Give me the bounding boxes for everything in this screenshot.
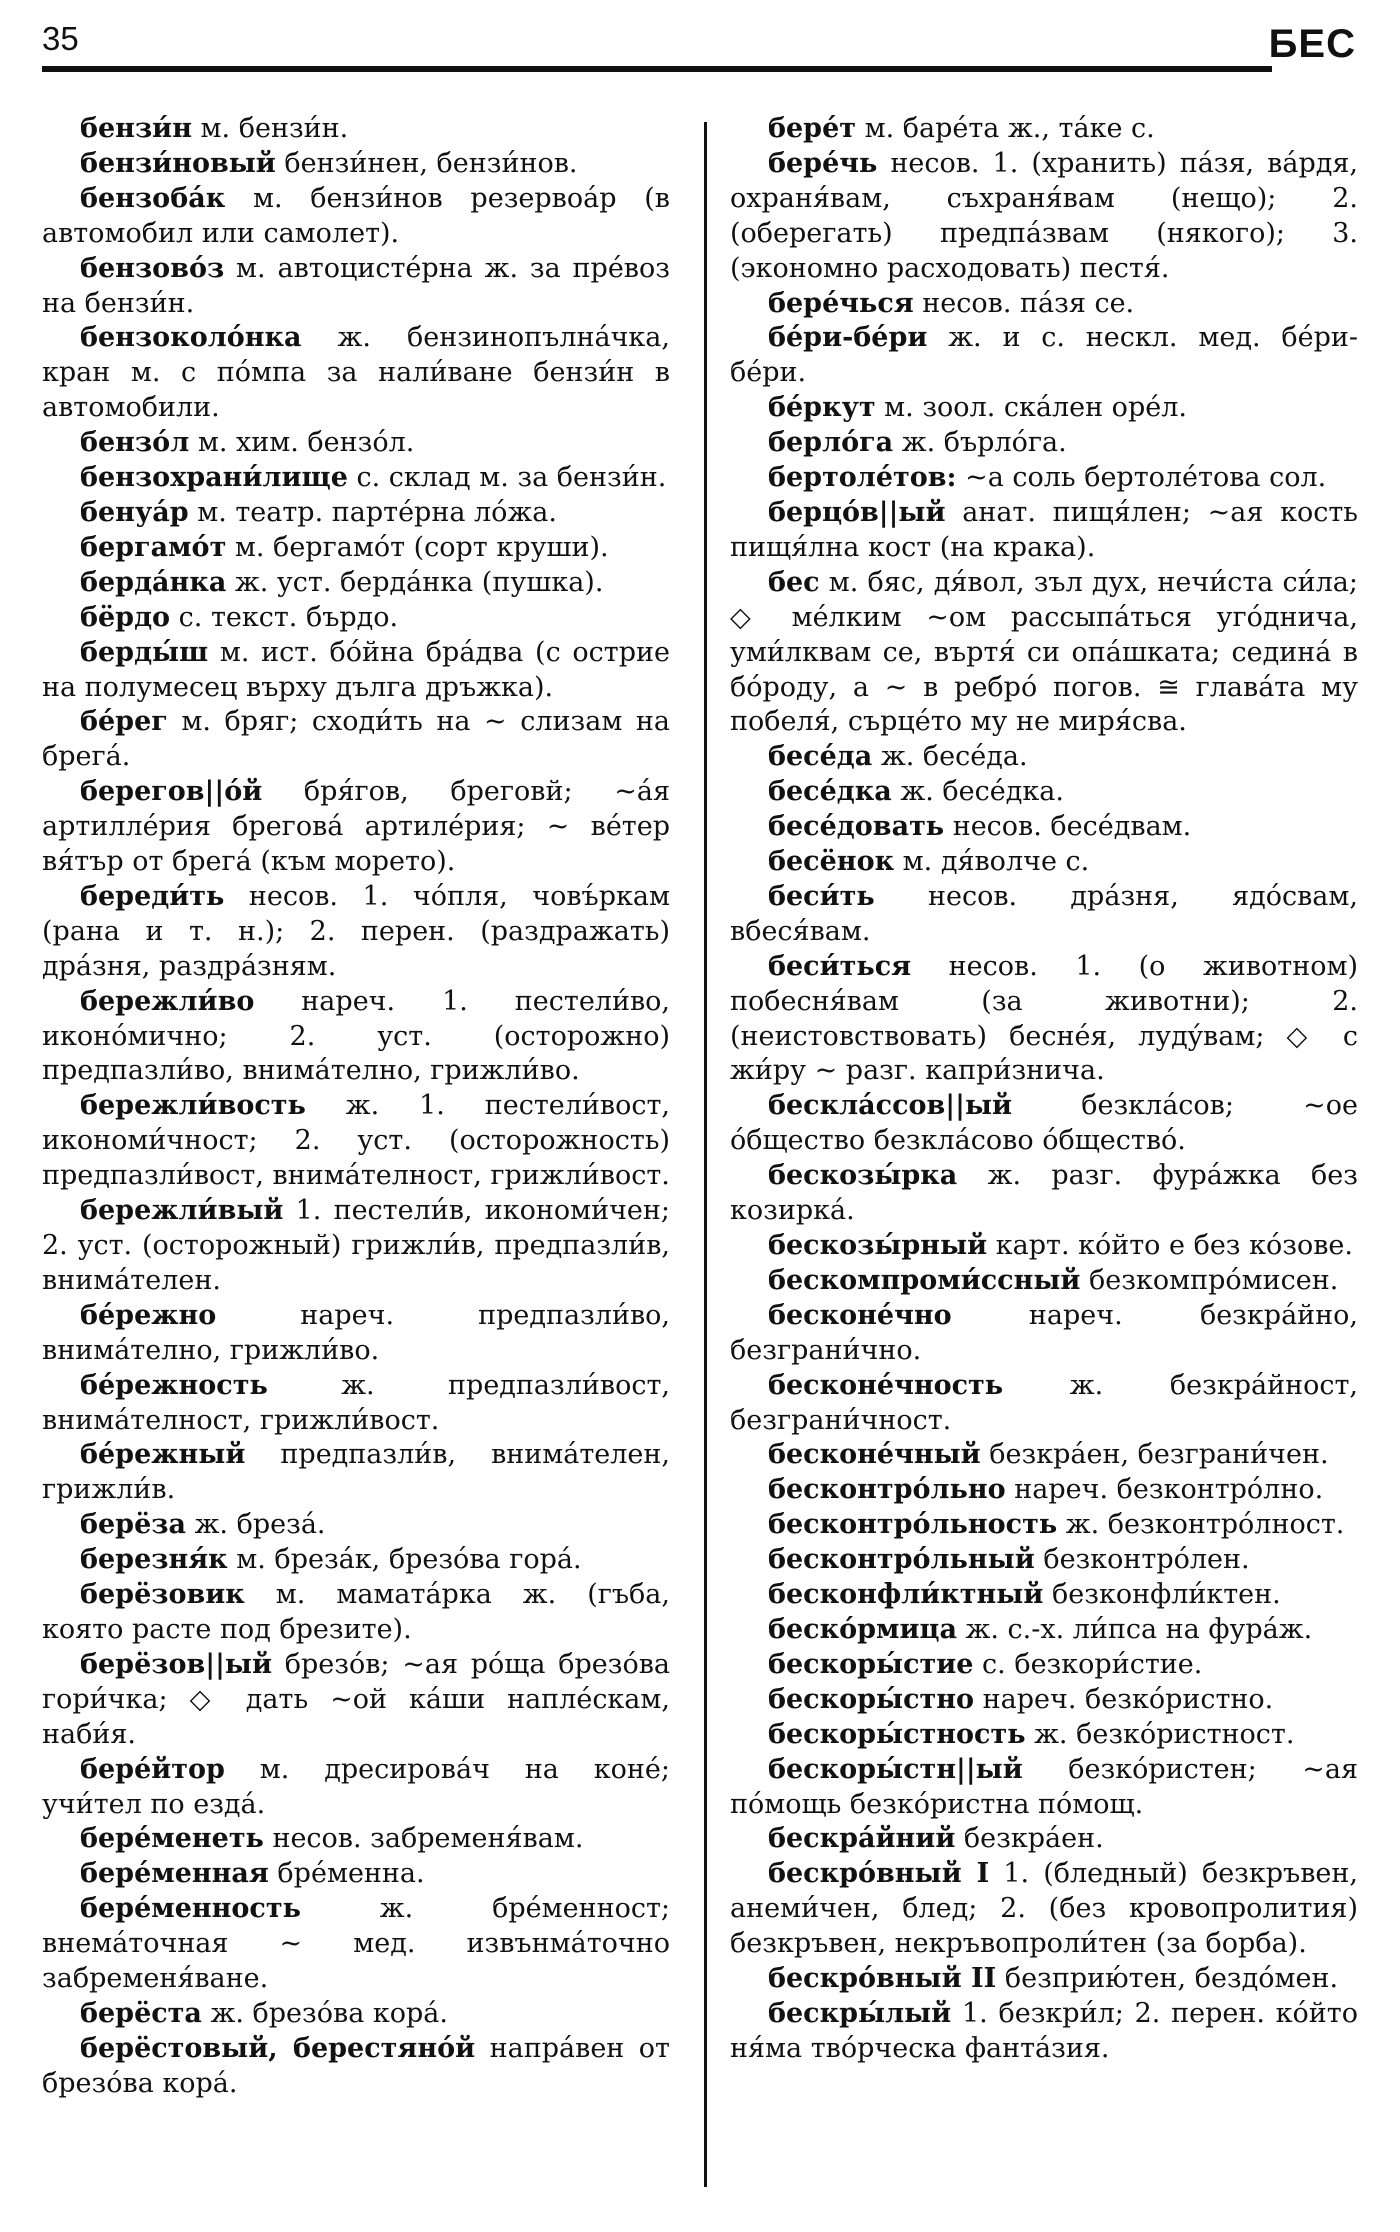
entry-headword: бе́ри-бе́ри xyxy=(768,322,928,354)
entry-definition: бензи́нен, бензи́нов. xyxy=(275,147,578,179)
dictionary-entry xyxy=(730,880,1358,950)
dictionary-entry xyxy=(42,1753,670,1823)
entry-definition: м. зоол. ска́лен орéл. xyxy=(875,392,1187,424)
dictionary-entry xyxy=(730,950,1358,1090)
entry-definition: ~а соль бертоле́това сол. xyxy=(956,462,1327,494)
entry-headword: бескоры́стие xyxy=(768,1648,974,1680)
entry-definition: нареч. безкра́йно, безграни́чно. xyxy=(730,1299,1358,1366)
dictionary-entry xyxy=(730,1578,1358,1613)
entry-definition: ж. брезá. xyxy=(185,1509,326,1541)
column-divider xyxy=(704,122,707,2187)
entry-definition: ж. безко́ристност. xyxy=(1025,1718,1295,1750)
entry-definition: нареч. безконтро́лно. xyxy=(1005,1474,1324,1506)
entry-headword: беси́ть xyxy=(768,880,875,912)
entry-definition: несов. дра́зня, ядо́свам, вбеся́вам. xyxy=(730,880,1358,947)
dictionary-entry xyxy=(730,1299,1358,1369)
entry-headword: бережли́вость xyxy=(80,1090,306,1122)
entry-definition: м. хим. бензо́л. xyxy=(189,427,415,459)
entry-headword: бензи́новый xyxy=(80,147,276,179)
dictionary-entry xyxy=(730,740,1358,775)
entry-definition: ж. безкра́йност, безграни́чност. xyxy=(730,1369,1358,1436)
dictionary-entry xyxy=(42,1194,670,1299)
entry-headword: берегов||о́й xyxy=(80,776,263,808)
entry-definition: несов. 1. (хранить) пáзя, ва́рдя, охраня́вам, съхраня́вам (нещо); 2. (оберегать) предпа́звам (някого); 3. (экономно расходовать) пестя́. xyxy=(730,147,1358,284)
dictionary-entry xyxy=(42,985,670,1090)
dictionary-entry xyxy=(42,1578,670,1648)
dictionary-entry xyxy=(730,1648,1358,1683)
entry-headword: бескра́йний xyxy=(768,1823,956,1855)
dictionary-entry xyxy=(42,1648,670,1753)
entry-definition: м. бергамо́т (сорт круши). xyxy=(226,531,609,563)
dictionary-entry xyxy=(730,112,1358,147)
entry-definition: м. бряг; сходи́ть на ~ слизам на брега́. xyxy=(42,706,670,773)
dictionary-entry xyxy=(42,496,670,531)
entry-headword: бензово́з xyxy=(80,252,225,284)
dictionary-entry xyxy=(730,1997,1358,2067)
entry-headword: берёстовый, берестяно́й xyxy=(80,2032,476,2064)
entry-definition: м. театр. парте́рна ло́жа. xyxy=(188,496,557,528)
entry-headword: бесконтро́льно xyxy=(768,1474,1006,1506)
entry-headword: бескоры́стность xyxy=(768,1718,1026,1750)
entry-headword: бес xyxy=(768,566,820,598)
entry-headword: бе́ркут xyxy=(768,392,876,424)
entry-definition: м. дресирова́ч на коне́; учи́тел по ездá. xyxy=(42,1753,670,1820)
entry-headword: бескомпроми́ссный xyxy=(768,1264,1081,1296)
dictionary-entry xyxy=(730,1229,1358,1264)
entry-headword: бережли́вый xyxy=(80,1195,284,1227)
dictionary-entry xyxy=(730,496,1358,566)
entry-definition: безконтро́лен. xyxy=(1034,1544,1250,1576)
entry-definition: безкла́сов; ~ое о́бщество безкла́сово о́бщество́. xyxy=(730,1090,1358,1157)
entry-definition: м. бензи́нов резервоа́р (в автомобил или самолет). xyxy=(42,182,670,249)
entry-definition: м. мамата́рка ж. (гъба, която расте под брезите). xyxy=(42,1579,670,1645)
entry-definition: ж. бре́менност; внема́точная ~ мед. извънма́точно забременя́ване. xyxy=(42,1893,670,1995)
entry-headword: бере́т xyxy=(768,113,856,144)
entry-definition: с. безкори́стие. xyxy=(973,1648,1203,1680)
entry-definition: предпазли́в, внима́телен, грижли́в. xyxy=(42,1439,670,1506)
entry-headword: бескры́лый xyxy=(768,1997,952,2029)
dictionary-entry xyxy=(42,252,670,322)
entry-definition: нареч. 1. пестели́во, иконо́мично; 2. уст. (осторожно) предпазли́во, внима́телно, грижли́во. xyxy=(42,985,670,1087)
dictionary-entry xyxy=(730,1089,1358,1159)
dictionary-entry xyxy=(730,1264,1358,1299)
entry-headword: бертоле́тов: xyxy=(768,462,957,494)
entry-headword: бе́режно xyxy=(80,1299,217,1331)
entry-headword: бескозы́рный xyxy=(768,1230,988,1261)
entry-headword: бензохрани́лище xyxy=(80,462,348,494)
entry-headword: берло́га xyxy=(768,427,894,459)
entry-headword: бере́менная xyxy=(80,1858,269,1890)
entry-headword: бесе́дка xyxy=(768,776,892,808)
entry-definition: ж. уст. берда́нка (пушка). xyxy=(226,566,604,598)
entry-definition: 1. безкри́л; 2. перен. ко́йто ня́ма тво́рческа фанта́зия. xyxy=(730,1997,1358,2064)
entry-headword: бесконе́чно xyxy=(768,1299,952,1331)
dictionary-entry xyxy=(730,845,1358,880)
entry-headword: бере́менеть xyxy=(80,1823,264,1855)
dictionary-entry xyxy=(42,566,670,601)
entry-headword: беско́рмица xyxy=(768,1613,957,1645)
right-column xyxy=(730,112,1358,2067)
entry-definition: м. баре́та ж., та́ке с. xyxy=(855,113,1155,144)
entry-headword: бе́режность xyxy=(80,1369,268,1401)
header-rule xyxy=(42,66,1272,72)
entry-definition: м. бяс, дя́вол, зъл дух, нечи́ста си́ла; ◇ ме́лким ~ом рассыпа́ться уго́днича, уми́лквам се, въртя́ си опа́шката; седина́ в бо́роду, а ~ в ребро́ погов. ≅ глава́та му побеля́, сърце́то му не миря́сва. xyxy=(730,566,1358,738)
entry-definition: нареч. безко́ристно. xyxy=(974,1683,1274,1715)
dictionary-entry xyxy=(42,1892,670,1997)
dictionary-entry xyxy=(42,1089,670,1194)
entry-definition: м. бензи́н. xyxy=(191,113,349,144)
dictionary-entry xyxy=(730,1962,1358,1997)
dictionary-entry xyxy=(730,566,1358,741)
dictionary-entry xyxy=(730,810,1358,845)
entry-headword: берды́ш xyxy=(80,636,209,668)
entry-definition: 1. пестели́в, икономи́чен; 2. уст. (осторожный) грижли́в, предпазли́в, внима́телен. xyxy=(42,1195,670,1296)
entry-definition: м. дя́волче с. xyxy=(894,846,1090,878)
dictionary-entry xyxy=(730,1543,1358,1578)
entry-definition: ж. бесе́дка. xyxy=(891,776,1064,808)
guide-word: БЕС xyxy=(1268,22,1356,66)
entry-definition: м. ист. бо́йна бра́два (с острие на полумесец върху дълга дръжка). xyxy=(42,636,670,703)
entry-headword: бензи́н xyxy=(80,113,192,144)
entry-definition: ж. разг. фура́жка без козиркá. xyxy=(730,1160,1358,1227)
entry-definition: ж. бърло́га. xyxy=(893,427,1067,459)
entry-headword: бесконтро́льный xyxy=(768,1544,1035,1576)
entry-definition: напра́вен от брезо́ва корá. xyxy=(42,2032,670,2099)
entry-headword: берёста xyxy=(80,1997,202,2029)
entry-headword: бескоры́стн||ый xyxy=(768,1753,1023,1785)
dictionary-entry xyxy=(730,1857,1358,1962)
dictionary-entry xyxy=(42,1543,670,1578)
dictionary-entry xyxy=(730,391,1358,426)
entry-definition: с. текст. бърдо. xyxy=(170,601,399,633)
dictionary-entry xyxy=(730,1753,1358,1823)
entry-definition: нареч. предпазли́во, внима́телно, грижли́во. xyxy=(42,1299,670,1366)
entry-headword: бескро́вный I xyxy=(768,1858,990,1890)
entry-definition: бря́гов, бреговй; ~а́я артилле́рия бреговá артиле́рия; ~ ве́тер вя́тър от брегá (към морето). xyxy=(42,776,670,878)
entry-headword: бесконфли́ктный xyxy=(768,1579,1044,1611)
dictionary-entry xyxy=(730,287,1358,322)
dictionary-entry xyxy=(42,705,670,775)
dictionary-entry xyxy=(42,2032,670,2102)
entry-definition: ж. брезо́ва корá. xyxy=(201,1997,448,2029)
dictionary-entry xyxy=(42,1857,670,1892)
entry-headword: берёза xyxy=(80,1509,186,1541)
dictionary-entry xyxy=(42,1997,670,2032)
entry-definition: безконфли́ктен. xyxy=(1043,1579,1281,1611)
dictionary-entry xyxy=(42,321,670,426)
entry-headword: бере́чь xyxy=(768,147,878,179)
entry-definition: ж. бесе́да. xyxy=(872,741,1028,773)
left-column xyxy=(42,112,670,2102)
entry-definition: с. склад м. за бензи́н. xyxy=(347,462,667,494)
dictionary-entry xyxy=(42,1822,670,1857)
page-number: 35 xyxy=(42,20,79,57)
dictionary-entry xyxy=(42,531,670,566)
dictionary-entry xyxy=(730,1473,1358,1508)
entry-definition: несов. 1. чо́пля, човъ́ркам (рана и т. н.); 2. перен. (раздражать) дра́зня, раздра́зням. xyxy=(42,880,670,982)
dictionary-entry xyxy=(42,880,670,985)
dictionary-entry xyxy=(42,1508,670,1543)
dictionary-entry xyxy=(42,461,670,496)
entry-definition: анат. пищя́лен; ~ая кость пищя́лна кост (на крака). xyxy=(730,496,1358,563)
entry-headword: бесконтро́льность xyxy=(768,1509,1058,1541)
dictionary-entry xyxy=(42,1299,670,1369)
entry-definition: безкра́ен. xyxy=(955,1823,1104,1855)
entry-definition: безприю́тен, бездо́мен. xyxy=(996,1963,1339,1995)
entry-definition: ж. 1. пестели́вост, икономи́чност; 2. уст. (осторожность) предпазли́вост, внима́телност, грижли́вост. xyxy=(42,1090,670,1192)
entry-headword: бергамо́т xyxy=(80,531,227,563)
dictionary-entry xyxy=(42,426,670,461)
entry-headword: берда́нка xyxy=(80,566,227,598)
entry-headword: бёрдо xyxy=(80,601,171,633)
dictionary-entry xyxy=(42,1438,670,1508)
dictionary-entry xyxy=(730,461,1358,496)
entry-headword: бере́менность xyxy=(80,1893,301,1925)
entry-headword: бескла́ссов||ый xyxy=(768,1090,1013,1122)
entry-headword: беси́ться xyxy=(768,950,912,982)
entry-headword: бензо́л xyxy=(80,427,190,459)
entry-headword: бесёнок xyxy=(768,846,895,878)
entry-definition: ж. бензинопълна́чка, кран м. с по́мпа за нали́ване бензи́н в автомобили. xyxy=(42,322,670,424)
entry-definition: м. бреза́к, брезо́ва горá. xyxy=(227,1544,582,1576)
dictionary-entry xyxy=(730,321,1358,391)
dictionary-entry xyxy=(42,1369,670,1439)
dictionary-entry xyxy=(730,1369,1358,1439)
dictionary-entry xyxy=(42,112,670,147)
dictionary-entry xyxy=(42,601,670,636)
entry-definition: ж. предпазли́вост, внима́телност, грижли́вост. xyxy=(42,1369,670,1436)
entry-definition: бре́менна. xyxy=(268,1858,425,1890)
dictionary-entry xyxy=(730,1718,1358,1753)
entry-definition: карт. ко́йто е без ко́зове. xyxy=(987,1230,1353,1261)
entry-definition: м. автоцисте́рна ж. за пре́воз на бензи́н. xyxy=(42,252,670,319)
entry-headword: бесе́да xyxy=(768,741,873,773)
entry-headword: бесконе́чный xyxy=(768,1439,981,1471)
entry-definition: несов. забременя́вам. xyxy=(263,1823,584,1855)
dictionary-entry xyxy=(42,775,670,880)
entry-headword: бережли́во xyxy=(80,985,255,1017)
entry-definition: безкра́ен, безграни́чен. xyxy=(980,1439,1329,1471)
dictionary-entry xyxy=(730,147,1358,287)
dictionary-entry xyxy=(42,182,670,252)
entry-headword: бенуа́р xyxy=(80,496,189,528)
entry-definition: ж. безконтро́лност. xyxy=(1057,1509,1345,1541)
entry-headword: бескоры́стно xyxy=(768,1683,975,1715)
entry-headword: бере́чься xyxy=(768,287,914,319)
entry-headword: бе́рег xyxy=(80,706,168,738)
entry-definition: несов. бесе́двам. xyxy=(944,811,1192,843)
dictionary-entry xyxy=(730,1683,1358,1718)
entry-definition: 1. (бледный) безкръвен, анеми́чен, блед; 2. (без кровопролития) безкръвен, некръвопроли́тен (за борба). xyxy=(730,1858,1358,1960)
entry-headword: берёзовик xyxy=(80,1579,245,1611)
dictionary-entry xyxy=(730,1822,1358,1857)
dictionary-entry xyxy=(730,1508,1358,1543)
entry-headword: березня́к xyxy=(80,1544,228,1576)
entry-definition: ж. с.-х. ли́пса на фура́ж. xyxy=(956,1613,1313,1645)
entry-headword: берцо́в||ый xyxy=(768,496,946,528)
entry-headword: береди́ть xyxy=(80,880,225,912)
entry-headword: бескро́вный II xyxy=(768,1963,997,1995)
entry-definition: ж. и с. нескл. мед. бе́ри-бе́ри. xyxy=(730,322,1358,389)
dictionary-entry xyxy=(730,1438,1358,1473)
dictionary-entry xyxy=(42,636,670,706)
entry-definition: безко́ристен; ~ая по́мощь безко́ристна по́мощ. xyxy=(730,1753,1358,1820)
dictionary-entry xyxy=(730,1159,1358,1229)
entry-definition: несов. па́зя се. xyxy=(913,287,1135,319)
dictionary-entry xyxy=(730,775,1358,810)
dictionary-entry xyxy=(730,1613,1358,1648)
entry-headword: берёзов||ый xyxy=(80,1648,272,1680)
dictionary-entry xyxy=(42,147,670,182)
entry-headword: бензоба́к xyxy=(80,182,226,214)
entry-headword: бесконе́чность xyxy=(768,1369,1004,1401)
entry-definition: безкомпро́мисен. xyxy=(1080,1264,1339,1296)
entry-headword: бескозы́рка xyxy=(768,1160,958,1192)
entry-headword: бере́йтор xyxy=(80,1753,225,1785)
entry-definition: несов. 1. (о животном) побесня́вам (за животни); 2. (неистовствовать) бесне́я, лудýвам; ◇ с жи́ру ~ разг. капри́знича. xyxy=(730,950,1358,1087)
entry-definition: брезо́в; ~ая ро́ща брезо́ва гори́чка; ◇ дать ~ой ка́ши напле́скам, наби́я. xyxy=(42,1648,670,1750)
entry-headword: бесе́довать xyxy=(768,811,945,843)
entry-headword: бензоколо́нка xyxy=(80,322,302,354)
entry-headword: бе́режный xyxy=(80,1439,246,1471)
dictionary-entry xyxy=(730,426,1358,461)
